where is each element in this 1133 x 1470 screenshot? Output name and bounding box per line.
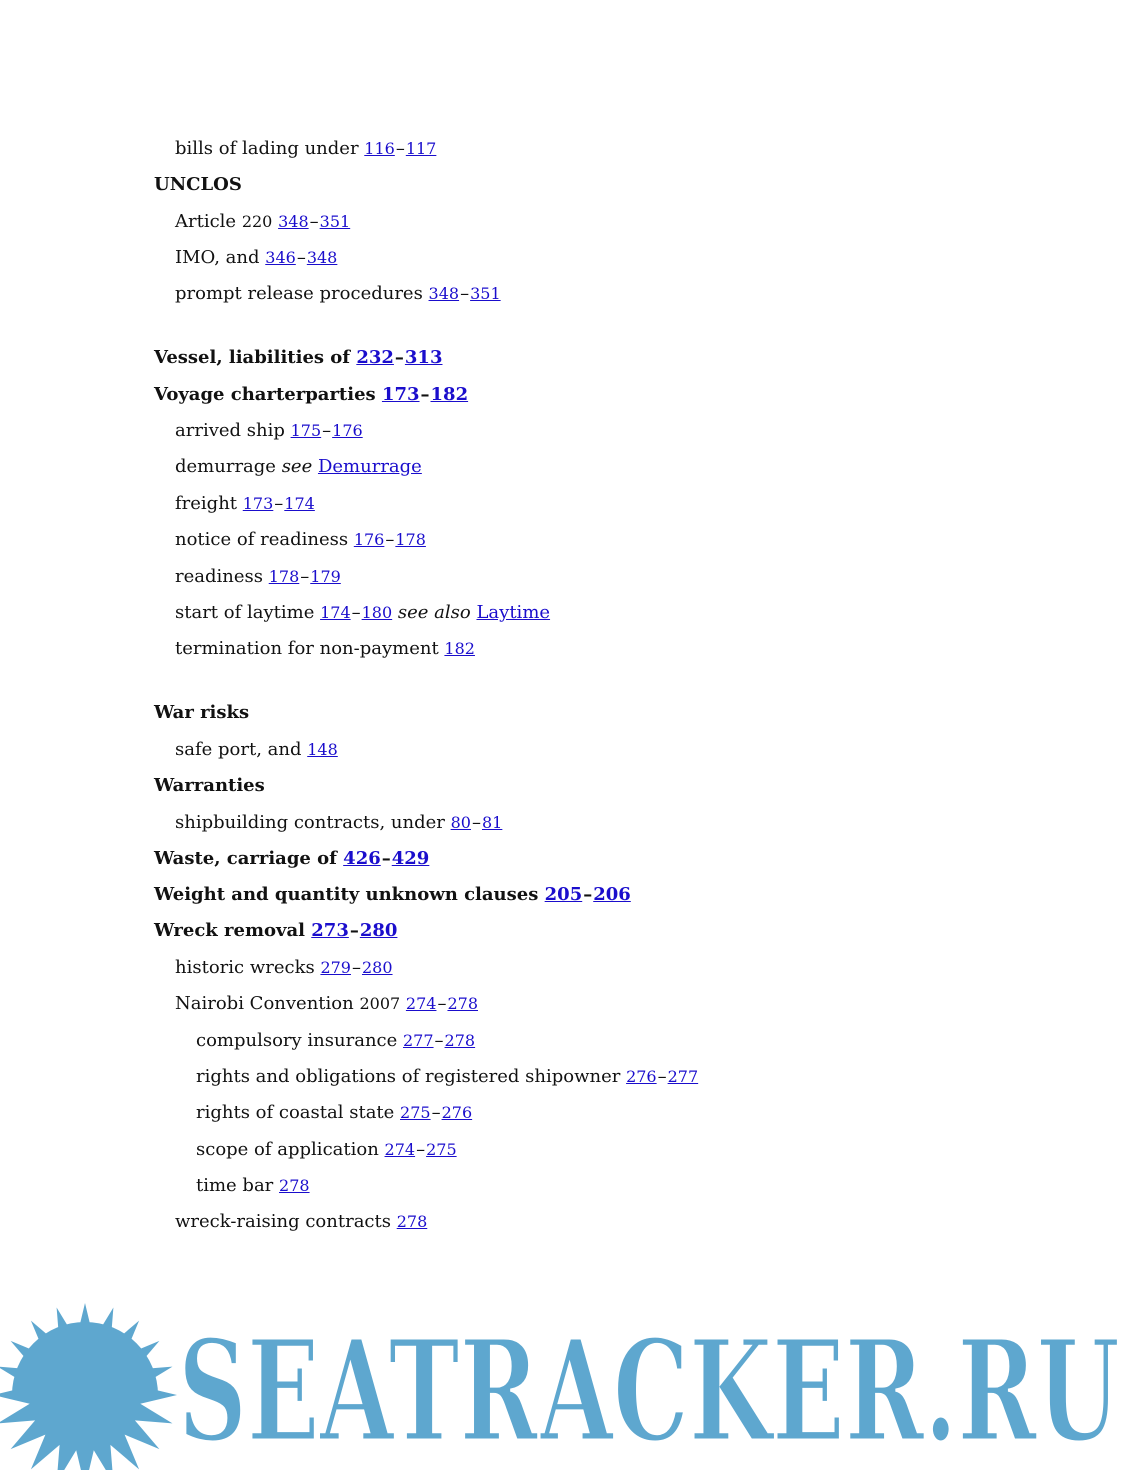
page-ref-link[interactable]: 276: [441, 1103, 473, 1122]
range-dash: –: [420, 384, 430, 405]
page-ref-link[interactable]: 348: [428, 284, 460, 303]
index-heading: [154, 884, 631, 906]
index-subentry: [175, 529, 426, 551]
page-ref-link[interactable]: 279: [320, 958, 351, 977]
range-dash: –: [274, 493, 284, 514]
range-dash: –: [657, 1066, 667, 1087]
page-ref-link[interactable]: 280: [361, 958, 393, 977]
range-dash: –: [434, 1030, 444, 1051]
range-dash: –: [395, 138, 405, 159]
entry-label: prompt release procedures: [175, 283, 429, 304]
page-ref-link[interactable]: 351: [470, 284, 501, 303]
page-ref-link[interactable]: 426: [343, 848, 381, 869]
entry-label: scope of application: [196, 1139, 385, 1160]
page-ref-link[interactable]: 313: [404, 347, 443, 368]
range-dash: –: [385, 529, 395, 550]
page-ref-link[interactable]: 275: [426, 1140, 457, 1159]
range-dash: –: [437, 993, 447, 1014]
index-subentry: [175, 420, 363, 442]
page-ref-link[interactable]: 278: [444, 1031, 476, 1050]
entry-label: Article: [175, 211, 242, 232]
page-ref-link[interactable]: 206: [593, 884, 631, 905]
index-subentry: [175, 638, 475, 660]
page-ref-link[interactable]: 182: [430, 384, 469, 405]
index-heading: [154, 920, 397, 942]
range-dash: –: [381, 848, 391, 869]
entry-label: Voyage charterparties: [154, 384, 382, 405]
index-subentry: [175, 247, 337, 269]
page-ref-link[interactable]: 178: [268, 567, 300, 586]
range-dash: –: [471, 812, 481, 833]
index-heading: [154, 174, 242, 196]
page-ref-link[interactable]: 274: [384, 1140, 416, 1159]
entry-label: safe port, and: [175, 739, 308, 760]
index-subentry: [175, 566, 341, 588]
index-subsubentry: [196, 1102, 472, 1124]
entry-note: 2007: [359, 994, 401, 1013]
page-ref-link[interactable]: 274: [405, 994, 437, 1013]
page-ref-link[interactable]: 175: [290, 421, 322, 440]
cross-reference-link[interactable]: Demurrage: [317, 456, 422, 477]
page-ref-link[interactable]: 176: [353, 530, 385, 549]
entry-label: Vessel, liabilities of: [154, 347, 357, 368]
index-subentry: [175, 739, 338, 761]
page-ref-link[interactable]: 351: [319, 212, 351, 231]
index-heading: [154, 848, 429, 870]
entry-label: start of laytime: [175, 602, 321, 623]
range-dash: –: [431, 1102, 441, 1123]
page-ref-link[interactable]: 429: [391, 848, 430, 869]
index-subentry: [175, 812, 502, 834]
entry-label: historic wrecks: [175, 957, 321, 978]
entry-label: demurrage: [175, 456, 282, 477]
page-ref-link[interactable]: 117: [405, 139, 437, 158]
page-ref-link[interactable]: 232: [356, 347, 394, 368]
page-ref-link[interactable]: 348: [278, 212, 309, 231]
range-dash: –: [416, 1139, 426, 1160]
page-ref-link[interactable]: 81: [481, 813, 503, 832]
index-subsubentry: [196, 1175, 310, 1197]
entry-label: rights and obligations of registered shipowner: [196, 1066, 627, 1087]
sun-over-sea-icon: [0, 1303, 177, 1470]
entry-label: Wreck removal: [154, 920, 312, 941]
page-ref-link[interactable]: 148: [307, 740, 338, 759]
entry-label: bills of lading under: [175, 138, 365, 159]
page-ref-link[interactable]: 277: [667, 1067, 699, 1086]
index-heading: [154, 384, 468, 406]
page-ref-link[interactable]: 346: [265, 248, 296, 267]
see-label: see: [281, 456, 313, 477]
page-ref-link[interactable]: 277: [403, 1031, 434, 1050]
range-dash: –: [296, 247, 306, 268]
entry-label: compulsory insurance: [196, 1030, 403, 1051]
index-heading: [154, 702, 249, 724]
entry-label: UNCLOS: [154, 174, 242, 195]
index-subentry: [175, 493, 315, 515]
range-dash: –: [309, 211, 319, 232]
page-ref-link[interactable]: 275: [400, 1103, 431, 1122]
range-dash: –: [394, 347, 404, 368]
index-subentry: [175, 456, 422, 478]
page-ref-link[interactable]: 205: [544, 884, 583, 905]
index-subentry: [175, 138, 436, 160]
page-ref-link[interactable]: 178: [395, 530, 426, 549]
page-ref-link[interactable]: 180: [361, 603, 393, 622]
entry-label: termination for non-payment: [175, 638, 445, 659]
cross-reference-link[interactable]: Laytime: [476, 602, 551, 623]
entry-label: IMO, and: [175, 247, 266, 268]
index-subentry: [175, 602, 550, 624]
entry-label: notice of readiness: [175, 529, 354, 550]
page-ref-link[interactable]: 174: [320, 603, 351, 622]
entry-label: freight: [175, 493, 243, 514]
range-dash: –: [351, 602, 361, 623]
page-ref-link[interactable]: 278: [396, 1212, 428, 1231]
index-heading: [154, 347, 442, 369]
range-dash: –: [300, 566, 310, 587]
page-ref-link[interactable]: 80: [450, 813, 471, 832]
page-ref-link[interactable]: 116: [364, 139, 395, 158]
index-subentry: [175, 283, 501, 305]
page-ref-link[interactable]: 280: [359, 920, 398, 941]
index-subentry: [175, 211, 350, 233]
page-ref-link[interactable]: 173: [242, 494, 274, 513]
entry-label: wreck-raising contracts: [175, 1211, 397, 1232]
entry-label: shipbuilding contracts, under: [175, 812, 451, 833]
entry-label: Waste, carriage of: [154, 848, 344, 869]
entry-note: 220: [241, 212, 273, 231]
page-ref-link[interactable]: 176: [332, 421, 363, 440]
range-dash: –: [460, 283, 470, 304]
range-dash: –: [349, 920, 359, 941]
watermark-text: SEATRACKER.RU: [178, 1310, 1120, 1470]
index-subsubentry: [196, 1139, 457, 1161]
index-heading: [154, 775, 265, 797]
page-ref-link[interactable]: 179: [310, 567, 341, 586]
page-ref-link[interactable]: 273: [311, 920, 349, 941]
range-dash: –: [322, 420, 332, 441]
entry-label: Nairobi Convention: [175, 993, 360, 1014]
page-ref-link[interactable]: 348: [306, 248, 338, 267]
index-subentry: [175, 957, 393, 979]
page-ref-link[interactable]: 182: [444, 639, 475, 658]
page-ref-link[interactable]: 278: [279, 1176, 310, 1195]
entry-label: arrived ship: [175, 420, 291, 441]
range-dash: –: [351, 957, 361, 978]
see-label: see also: [397, 602, 471, 623]
entry-label: War risks: [154, 702, 250, 723]
entry-label: Warranties: [154, 775, 265, 796]
page-ref-link[interactable]: 173: [381, 384, 420, 405]
page-ref-link[interactable]: 278: [447, 994, 478, 1013]
page-ref-link[interactable]: 174: [284, 494, 315, 513]
seatracker-watermark: [0, 1300, 1133, 1470]
page-ref-link[interactable]: 276: [626, 1067, 657, 1086]
entry-label: time bar: [196, 1175, 280, 1196]
range-dash: –: [583, 884, 593, 905]
entry-label: readiness: [175, 566, 269, 587]
index-subsubentry: [196, 1030, 475, 1052]
entry-label: rights of coastal state: [196, 1102, 401, 1123]
index-subentry: [175, 1211, 427, 1233]
index-subsubentry: [196, 1066, 698, 1088]
entry-label: Weight and quantity unknown clauses: [154, 884, 545, 905]
index-subentry: [175, 993, 478, 1015]
